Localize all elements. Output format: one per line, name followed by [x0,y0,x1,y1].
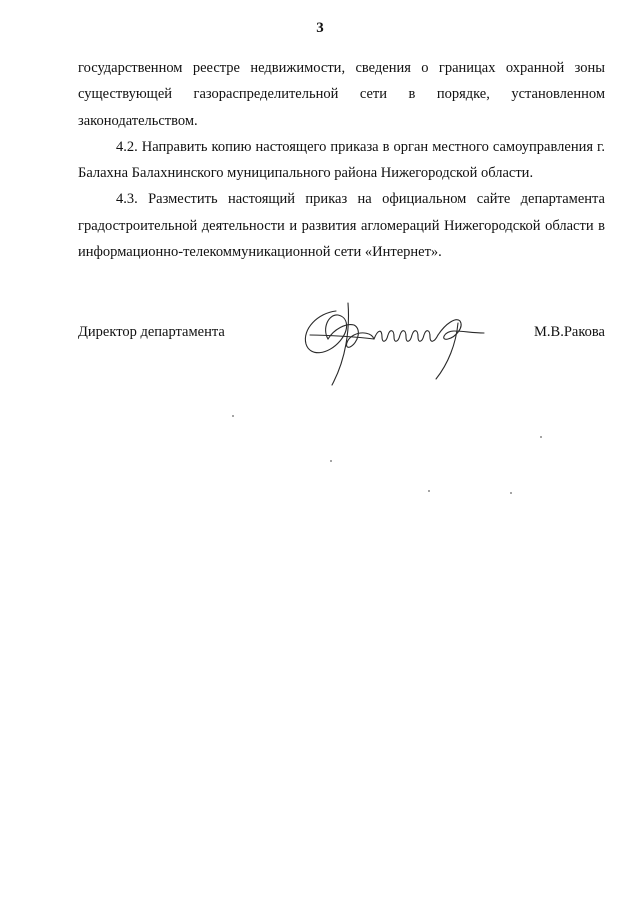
signature-block [78,314,605,374]
paragraph-item-4-3: 4.3. Разместить настоящий приказ на официальном сайте департамента градостроительной деятельности и развития агломераций Нижегородской области в информационно-телекоммуникационной сети «Интернет». [78,191,605,261]
scan-speck [330,460,332,462]
text-line: законодательством. [78,112,198,129]
handwritten-signature [288,289,488,389]
signatory-position: Директор департамента [78,324,225,340]
scan-speck [510,492,512,494]
signatory-name: М.В.Ракова [534,324,605,340]
paragraph-continuation [78,55,605,134]
scan-speck [540,436,542,438]
scan-speck [232,415,234,417]
paragraph-item-4-2: 4.2. Направить копию настоящего приказа в орган местного самоуправления г. Балахна Балахнинского муниципального района Нижегородской области. [78,138,605,182]
page-number: 3 [316,20,324,36]
text-line: государственном реестре недвижимости, сведения о границах охранной зоны [78,60,605,76]
document-body [78,55,605,265]
text-line: существующей газораспределительной сети в порядке, установленном [78,86,605,103]
scan-speck [428,490,430,492]
